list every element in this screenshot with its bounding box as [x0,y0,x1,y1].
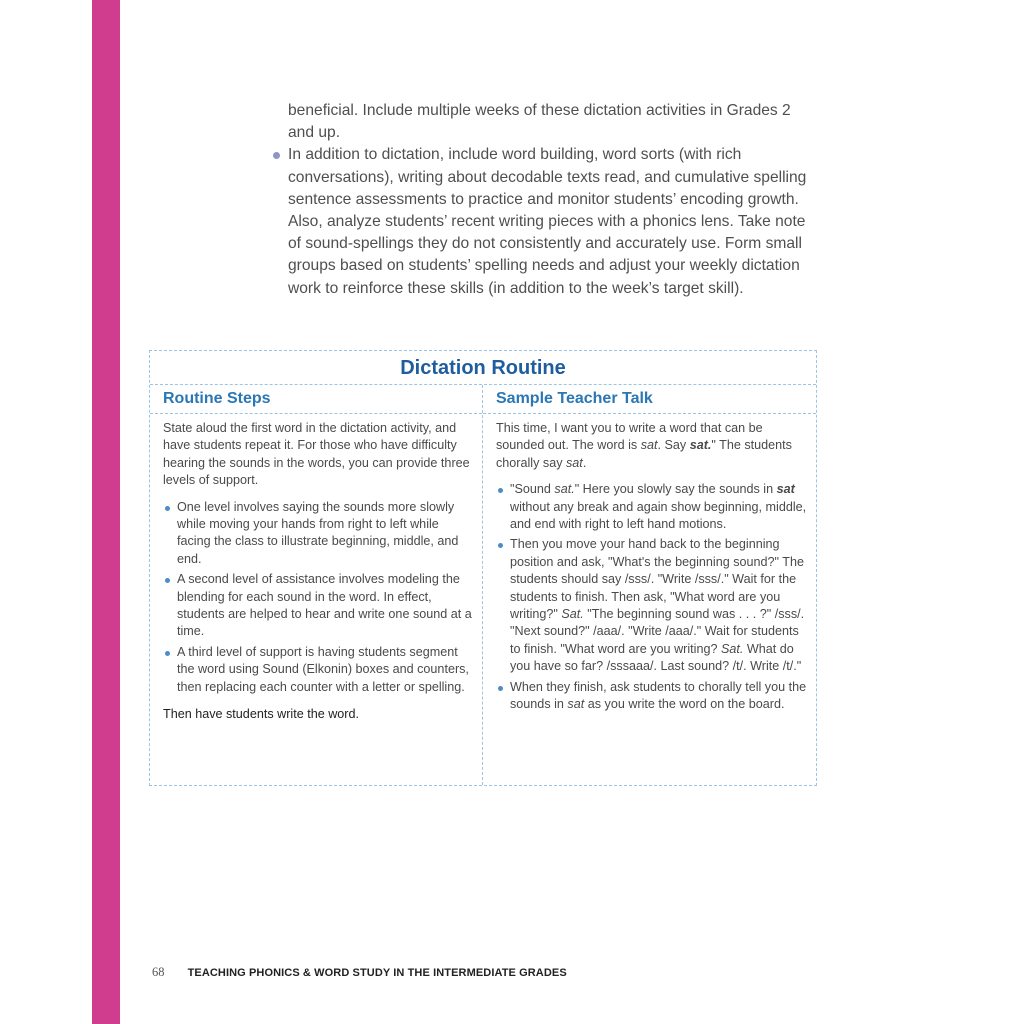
list-item: One level involves saying the sounds more slowly while moving your hands from right to left while facing the class to illustrate beginning, middle, and end. [163,499,474,569]
list-item: A second level of assistance involves modeling the blending for each sound in the word. In effect, students are helped to hear and write one sound at a time. [163,571,474,641]
box-title: Dictation Routine [150,351,816,385]
teacher-talk-intro: This time, I want you to write a word that can be sounded out. The word is sat. Say sat." The students chorally say sat. [496,421,792,470]
routine-steps-list [163,499,474,696]
running-title: TEACHING PHONICS & WORD STUDY IN THE INTERMEDIATE GRADES [187,967,567,979]
teacher-talk-column [483,385,816,785]
page-footer [152,965,567,980]
routine-steps-heading: Routine Steps [150,385,482,414]
box-columns [150,385,816,785]
intro-continuation: beneficial. Include multiple weeks of these dictation activities in Grades 2 and up. [288,102,791,142]
page-number: 68 [152,965,165,979]
intro-bullet: In addition to dictation, include word building, word sorts (with rich conversations), writing about decodable texts read, and cumulative spelling sentence assessments to practice and monitor students’ encoding growth. Also, analyze students’ recent writing pieces with a phonics lens. Take note of sound-spellings they do not consistently and accurately use. Form small groups based on students’ spelling needs and adjust your weekly dictation work to reinforce these skills (in addition to the week’s target skill). [270,144,815,299]
routine-steps-closing: Then have students write the word. [163,707,360,722]
teacher-talk-heading: Sample Teacher Talk [483,385,816,414]
intro-text [270,100,815,300]
dictation-routine-box [149,350,817,786]
intro-bullet-list [270,144,815,299]
list-item: A third level of support is having students segment the word using Sound (Elkonin) boxes and counters, then replacing each counter with a letter or spelling. [163,644,474,696]
teacher-talk-list [496,481,808,713]
list-item: Then you move your hand back to the beginning position and ask, "What's the beginning sound?" The students should say /sss/. "Write /sss/." Wait for the students to finish. Then ask, "What word are you writing?" Sat. "The beginning sound was . . . ?" /sss/. "Next sound?" /aaa/. "Write /aaa/." Wait for students to finish. "What word are you writing? Sat. What do you have so far? /sssaaa/. Last sound? /t/. Write /t/." [496,536,808,675]
teacher-talk-body [483,414,816,714]
list-item: When they finish, ask students to chorally tell you the sounds in sat as you write the word on the board. [496,679,808,714]
list-item: "Sound sat." Here you slowly say the sounds in sat without any break and again show beginning, middle, and end with right to left hand motions. [496,481,808,533]
routine-steps-column [150,385,483,785]
routine-steps-body [150,414,482,724]
routine-steps-intro: State aloud the first word in the dictation activity, and have students repeat it. For those who have difficulty hearing the sounds in the words, you can provide three levels of support. [163,421,470,488]
side-color-bar [92,0,120,1024]
